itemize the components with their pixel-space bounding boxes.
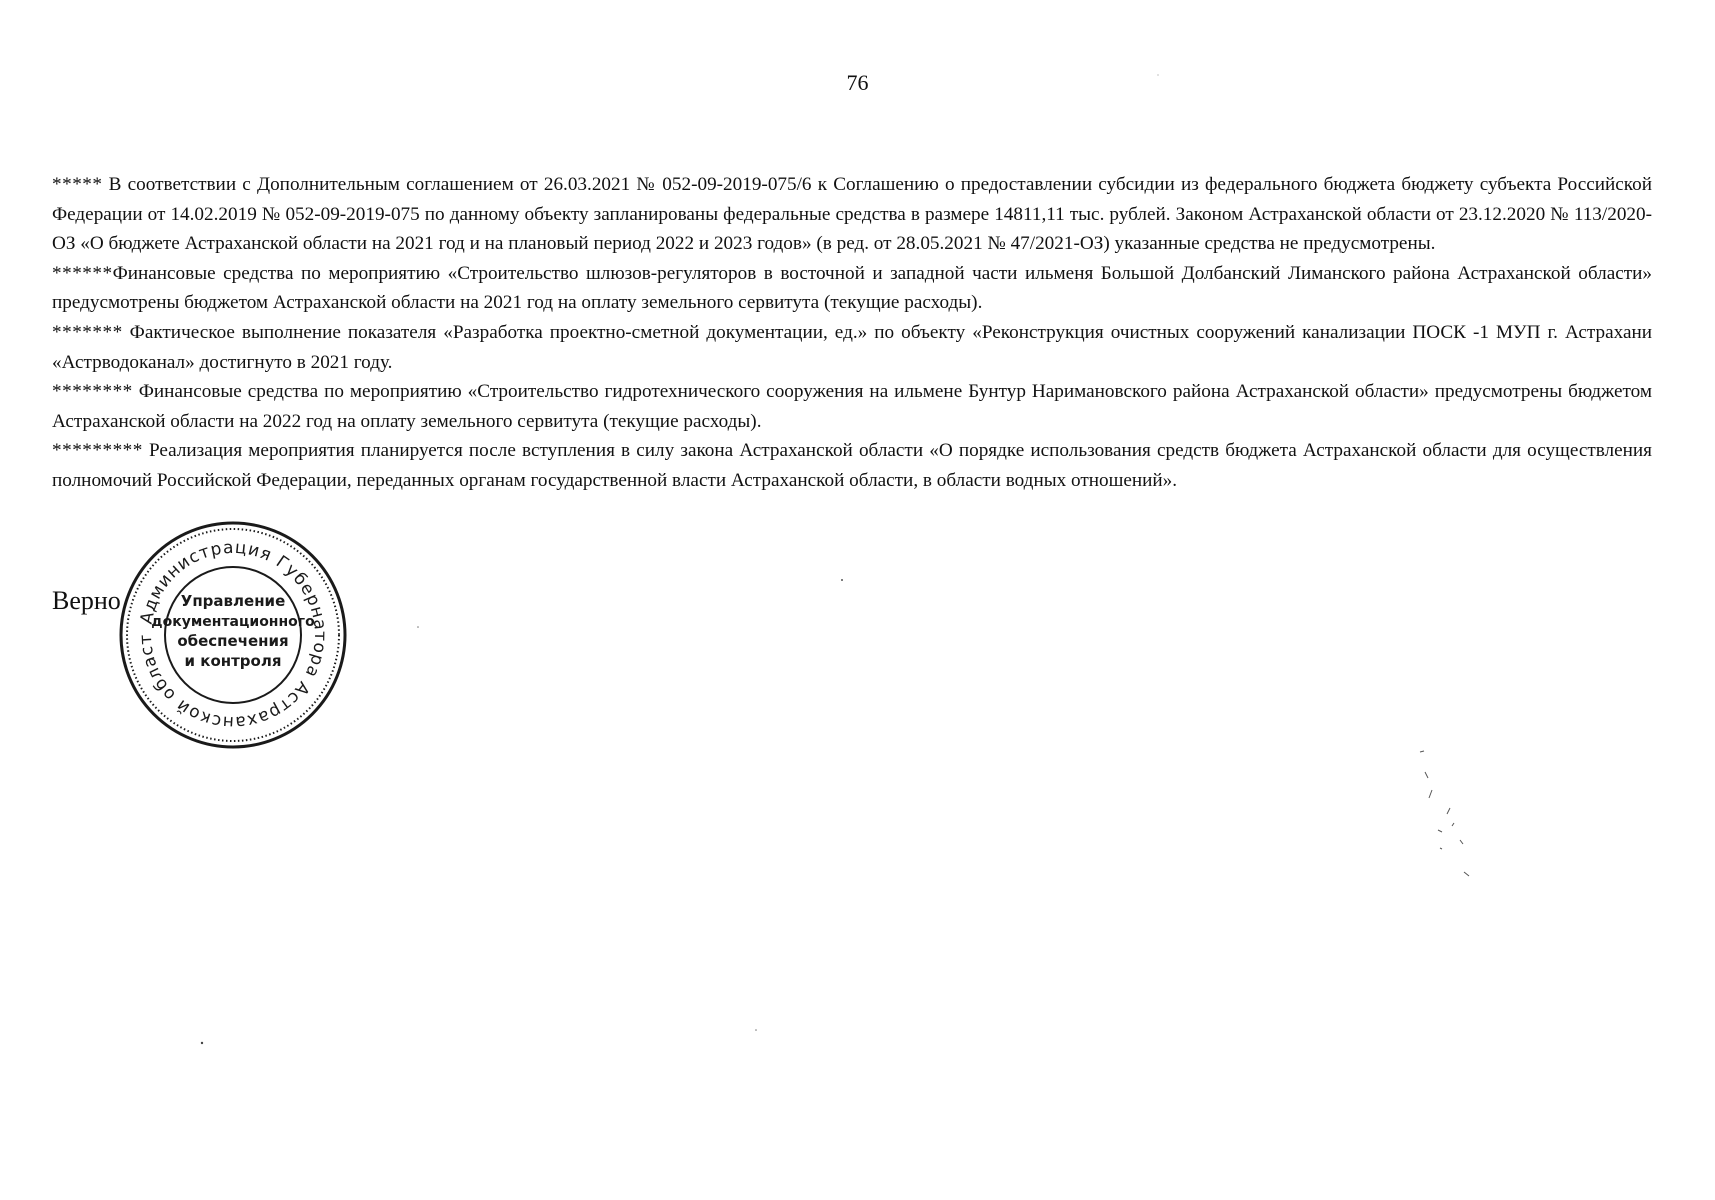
official-seal — [118, 520, 348, 750]
footnote-text: Реализация мероприятия планируется после вступления в силу закона Астраханской области «О порядке использования средств бюджета Астраханской области для осуществления полномочий Российской Федерации, переданных органам государственной власти Астраханской области, в области водных отношений». — [52, 440, 1652, 491]
footnote-marker: ***** — [52, 174, 103, 195]
footnote — [52, 377, 1652, 436]
scan-speck — [755, 1029, 757, 1031]
seal-center-line: Управление — [180, 592, 286, 610]
seal-center-line: и контроля — [184, 652, 282, 670]
scan-speck — [841, 579, 843, 581]
footnote-text: В соответствии с Дополнительным соглашением от 26.03.2021 № 052-09-2019-075/6 к Соглашению о предоставлении субсидии из федерального бюджета бюджету субъекта Российской Федерации от 14.02.2019 № 052-09-2019-075 по данному объекту запланированы федеральные средства в размере 14811,11 тыс. рублей. Законом Астраханской области от 23.12.2020 № 113/2020-ОЗ «О бюджете Астраханской области на 2021 год и на плановый период 2022 и 2023 годов» (в ред. от 28.05.2021 № 47/2021-ОЗ) указанные средства не предусмотрены. — [52, 174, 1652, 255]
scan-speck — [417, 626, 419, 628]
footnote — [52, 318, 1652, 377]
footnote-marker: ******* — [52, 321, 123, 343]
footnote-marker: ******** — [52, 381, 133, 403]
signature-marks — [1420, 751, 1469, 876]
footnote-marker: ****** — [52, 262, 113, 284]
footnote — [52, 170, 1652, 259]
seal-center-line: обеспечения — [177, 632, 289, 650]
footnote-marker: ********* — [52, 440, 143, 462]
footnote — [52, 259, 1652, 318]
seal-center-line: документационного — [151, 614, 315, 630]
seal-ring-textpath: Администрация Губернатора Астраханской област — [135, 537, 331, 733]
footnotes-block — [52, 170, 1652, 496]
verno-label: Верно — [52, 586, 121, 615]
seal-graphic — [118, 520, 348, 750]
footnote — [52, 436, 1652, 495]
page-number: 76 — [846, 70, 869, 95]
scan-speck — [201, 1042, 203, 1044]
footnote-text: Финансовые средства по мероприятию «Строительство гидротехнического сооружения на ильмене Бунтур Наримановского района Астраханской области» предусмотрены бюджетом Астраханской области на 2022 год на оплату земельного сервитута (текущие расходы). — [52, 381, 1652, 432]
footnote-text: Фактическое выполнение показателя «Разработка проектно-сметной документации, ед.» по объекту «Реконструкция очистных сооружений канализации ПОСК -1 МУП г. Астрахани «Астрводоканал» достигнуто в 2021 году. — [52, 321, 1652, 373]
footnote-text: Финансовые средства по мероприятию «Строительство шлюзов-регуляторов в восточной и западной части ильменя Большой Долбанский Лиманского района Астраханской области» предусмотрены бюджетом Астраханской области на 2021 год на оплату земельного сервитута (текущие расходы). — [52, 262, 1652, 314]
